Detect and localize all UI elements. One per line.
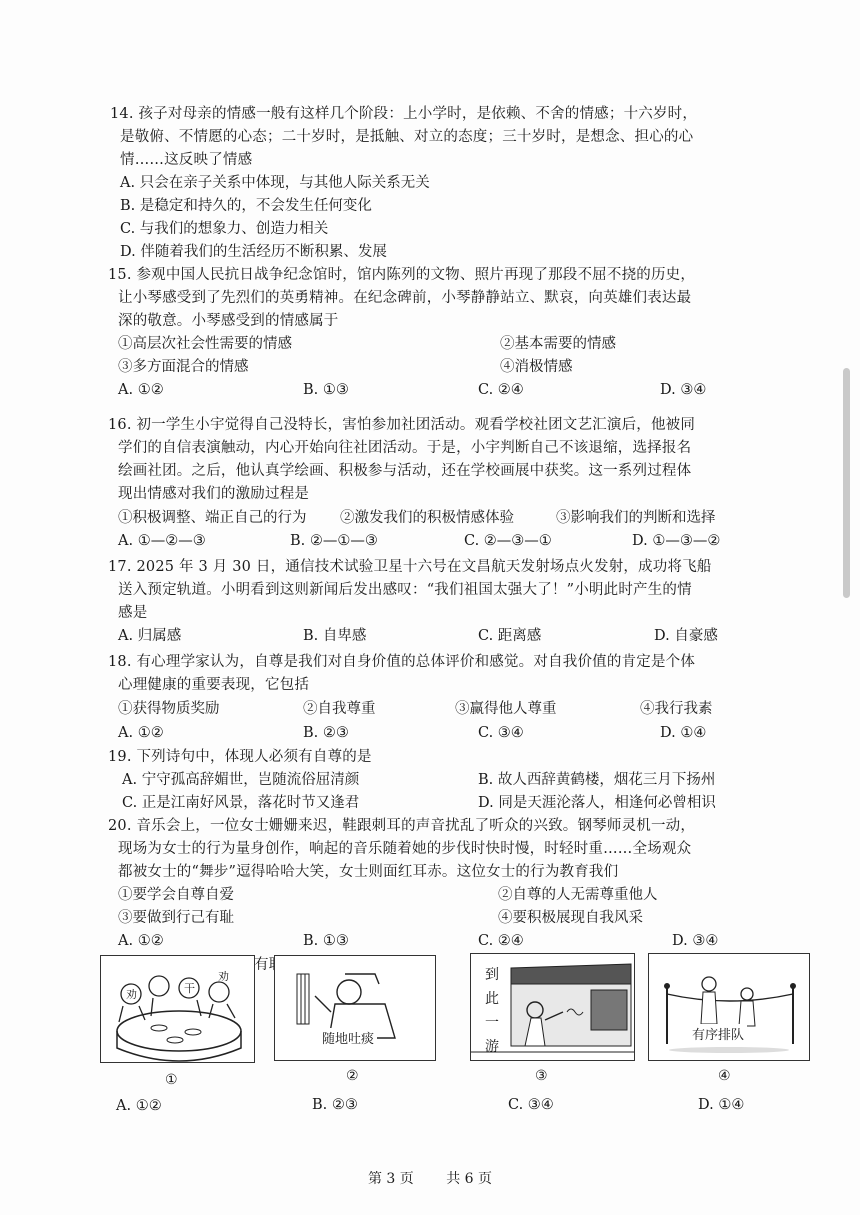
q18-option-a: A. ①② xyxy=(118,725,164,741)
queue-illustration xyxy=(649,954,810,1061)
banquet-illustration xyxy=(101,956,255,1063)
q21-option-d: D. ①④ xyxy=(698,1097,745,1113)
q17-option-d: D. 自豪感 xyxy=(654,628,718,644)
q17-option-b: B. 自卑感 xyxy=(303,628,367,644)
q18-statement-4: ④我行我素 xyxy=(640,701,713,717)
q16-line-2: 学们的自信表演触动，内心开始向往社团活动。于是，小宇判断自己不该退缩，选择报名 xyxy=(118,440,692,456)
q16-line-4: 现出情感对我们的激励过程是 xyxy=(118,486,310,502)
q21-image-3-text-4: 游 xyxy=(485,1039,499,1055)
q19-option-c: C. 正是江南好风景，落花时节又逢君 xyxy=(122,795,360,811)
q21-image-label-1: ① xyxy=(165,1072,178,1088)
q18-statement-2: ②自我尊重 xyxy=(303,701,376,717)
q21-image-1-text-3: 干 xyxy=(184,982,195,995)
q21-image-3 xyxy=(470,953,635,1061)
q15-statement-2: ②基本需要的情感 xyxy=(500,336,616,352)
q16-line-1: 16. 初一学生小宇觉得自己没特长，害怕参加社团活动。观看学校社团文艺汇演后，他被同 xyxy=(108,417,696,433)
q15-statement-3: ③多方面混合的情感 xyxy=(118,359,249,375)
q16-statement-2: ②激发我们的积极情感体验 xyxy=(340,510,514,526)
q20-statement-4: ④要积极展现自我风采 xyxy=(498,910,643,926)
q20-line-2: 现场为女士的行为量身创作，响起的音乐随着她的步伐时快时慢，时轻时重……全场观众 xyxy=(118,841,692,857)
q21-image-3-text-2: 此 xyxy=(485,991,499,1007)
q14-option-b: B. 是稳定和持久的，不会发生任何变化 xyxy=(120,198,372,214)
q21-image-3-text-3: 一 xyxy=(485,1015,499,1031)
q16-statement-1: ①积极调整、端正自己的行为 xyxy=(118,510,307,526)
q19-option-a: A. 宁守孤高辞媚世，岂随流俗屈清颜 xyxy=(122,772,360,788)
q18-line-1: 18. 有心理学家认为，自尊是我们对自身价值的总体评价和感觉。对自我价值的肯定是个体 xyxy=(108,654,696,670)
q15-line-1: 15. 参观中国人民抗日战争纪念馆时，馆内陈列的文物、照片再现了那段不屈不挠的历史， xyxy=(108,267,696,283)
q21-image-3-text-1: 到 xyxy=(485,967,499,983)
q20-option-c: C. ②④ xyxy=(478,933,524,949)
q21-option-c: C. ③④ xyxy=(508,1097,554,1113)
q16-option-a: A. ①—②—③ xyxy=(118,533,206,549)
q21-image-2-caption: 随地吐痰 xyxy=(319,1028,377,1047)
q21-image-1-text-2: 劝 xyxy=(218,970,229,983)
q17-option-a: A. 归属感 xyxy=(118,628,182,644)
q21-image-1 xyxy=(100,955,255,1063)
q18-line-2: 心理健康的重要表现，它包括 xyxy=(118,677,310,693)
q15-line-3: 深的敬意。小琴感受到的情感属于 xyxy=(118,313,339,329)
q16-statement-3: ③影响我们的判断和选择 xyxy=(556,510,716,526)
q15-statement-4: ④消极情感 xyxy=(500,359,573,375)
q21-option-b: B. ②③ xyxy=(312,1097,358,1113)
q14-option-d: D. 伴随着我们的生活经历不断积累、发展 xyxy=(120,244,387,260)
q17-option-c: C. 距离感 xyxy=(478,628,542,644)
q18-option-b: B. ②③ xyxy=(303,725,349,741)
q18-statement-3: ③赢得他人尊重 xyxy=(455,701,557,717)
q21-image-2 xyxy=(274,955,436,1061)
q14-option-a: A. 只会在亲子关系中体现，与其他人际关系无关 xyxy=(120,175,430,191)
q18-option-c: C. ③④ xyxy=(478,725,524,741)
q21-image-1-text-1: 劝 xyxy=(126,988,137,1001)
q18-option-d: D. ①④ xyxy=(660,725,707,741)
q20-option-d: D. ③④ xyxy=(672,933,719,949)
q15-line-2: 让小琴感受到了先烈们的英勇精神。在纪念碑前，小琴静静站立、默哀，向英雄们表达最 xyxy=(118,290,692,306)
q20-line-1: 20. 音乐会上，一位女士姗姗来迟，鞋跟刺耳的声音扰乱了听众的兴致。钢琴师灵机一动， xyxy=(108,818,696,834)
q14-line-2: 是敬俯、不情愿的心态；二十岁时，是抵触、对立的态度；三十岁时，是想念、担心的心 xyxy=(120,129,694,145)
q17-line-1: 17. 2025 年 3 月 30 日，通信技术试验卫星十六号在文昌航天发射场点火发射，成功将飞船 xyxy=(108,559,712,575)
q14-line-1: 14. 孩子对母亲的情感一般有这样几个阶段：上小学时，是依赖、不舍的情感；十六岁时， xyxy=(110,106,698,122)
q21-image-4 xyxy=(648,953,810,1061)
q16-option-c: C. ②—③—① xyxy=(464,533,552,549)
q15-option-d: D. ③④ xyxy=(660,382,707,398)
q21-image-label-3: ③ xyxy=(535,1068,548,1084)
q15-option-b: B. ①③ xyxy=(303,382,349,398)
q16-line-3: 绘画社团。之后，他认真学绘画、积极参与活动，还在学校画展中获奖。这一系列过程体 xyxy=(118,463,692,479)
q20-option-a: A. ①② xyxy=(118,933,164,949)
q20-line-3: 都被女士的“舞步”逗得哈哈大笑，女士则面红耳赤。这位女士的行为教育我们 xyxy=(118,864,619,880)
q16-option-d: D. ①—③—② xyxy=(632,533,721,549)
q19-line-1: 19. 下列诗句中，体现人必须有自尊的是 xyxy=(108,749,372,765)
vertical-scrollbar[interactable] xyxy=(843,368,850,598)
q21-option-a: A. ①② xyxy=(116,1098,162,1114)
q19-option-b: B. 故人西辞黄鹤楼，烟花三月下扬州 xyxy=(478,772,716,788)
q14-line-3: 情……这反映了情感 xyxy=(120,152,253,168)
q17-line-2: 送入预定轨道。小明看到这则新闻后发出感叹：“我们祖国太强大了！”小明此时产生的情 xyxy=(118,582,692,598)
q16-option-b: B. ②—①—③ xyxy=(290,533,378,549)
q20-option-b: B. ①③ xyxy=(303,933,349,949)
q21-image-label-4: ④ xyxy=(718,1068,731,1084)
q20-statement-3: ③要做到行己有耻 xyxy=(118,910,234,926)
q21-image-label-2: ② xyxy=(346,1068,359,1084)
q15-option-a: A. ①② xyxy=(118,382,164,398)
q14-option-c: C. 与我们的想象力、创造力相关 xyxy=(120,221,329,237)
q21-image-4-caption: 有序排队 xyxy=(689,1024,747,1043)
q17-line-3: 感是 xyxy=(118,605,148,621)
q18-statement-1: ①获得物质奖励 xyxy=(118,701,220,717)
q15-option-c: C. ②④ xyxy=(478,382,524,398)
total-pages: 共 6 页 xyxy=(446,1171,493,1187)
q19-option-d: D. 同是天涯沦落人，相逢何必曾相识 xyxy=(478,795,716,811)
q20-statement-1: ①要学会自尊自爱 xyxy=(118,887,234,903)
page-number: 第 3 页 xyxy=(367,1171,414,1187)
q15-statement-1: ①高层次社会性需要的情感 xyxy=(118,336,292,352)
q20-statement-2: ②自尊的人无需尊重他人 xyxy=(498,887,658,903)
page-footer xyxy=(0,1168,860,1188)
